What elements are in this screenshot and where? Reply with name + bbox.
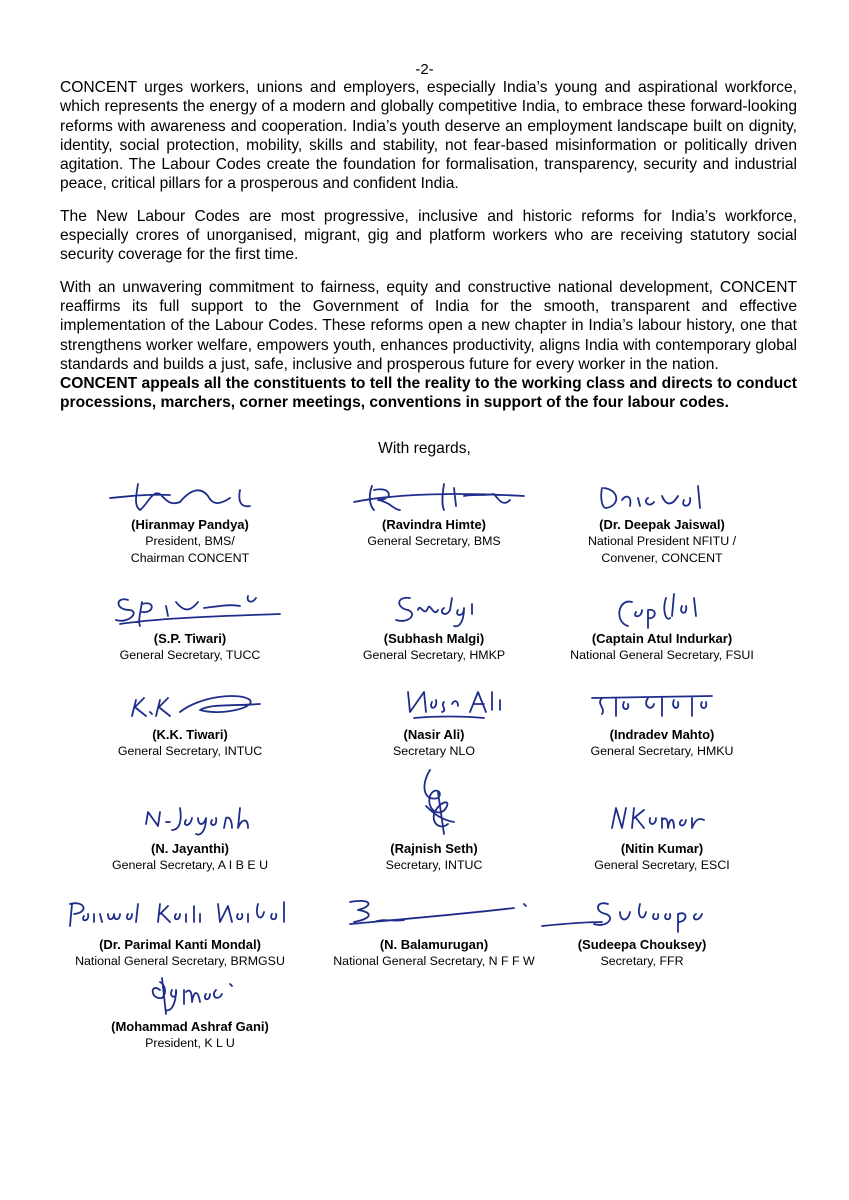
- signature-image: [90, 686, 290, 726]
- signature-image: [90, 970, 290, 1018]
- signature-image: [562, 588, 762, 630]
- signatory-title: Convener, CONCENT: [601, 551, 723, 565]
- signatory-title: National President NFITU /: [587, 534, 737, 548]
- signatory-name: (Rajnish Seth): [390, 841, 478, 856]
- signatory-title: President, BMS/: [145, 534, 235, 548]
- signature-image: [50, 892, 310, 936]
- signature-image: [562, 686, 762, 726]
- signatory-name: (Hiranmay Pandya): [131, 517, 249, 532]
- signatory-name: (Mohammad Ashraf Gani): [111, 1019, 269, 1034]
- signatory-name: (Subhash Malgi): [383, 631, 485, 646]
- signatory-title: President, K L U: [145, 1036, 235, 1050]
- signature-image: [334, 476, 534, 516]
- signatory-name: (K.K. Tiwari): [152, 727, 228, 742]
- signature-image: [532, 892, 752, 936]
- signatory-name: (N. Balamurugan): [379, 937, 489, 952]
- paragraph-2: The New Labour Codes are most progressive, inclusive and historic reforms for India’s workforce, especially crores of unorganised, migrant, gig and platform workers who are receiving statutory social security coverage for the first time.: [60, 207, 797, 264]
- appeal-paragraph: CONCENT appeals all the constituents to tell the reality to the working class and directs to conduct processions, marchers, corner meetings, conventions in support of the four labour codes.: [60, 375, 797, 412]
- signatory-title: National General Secretary, BRMGSU: [75, 954, 285, 968]
- signatory-name: (Dr. Deepak Jaiswal): [599, 517, 725, 532]
- signatory-block: [60, 686, 320, 760]
- signatory-title: General Secretary, BMS: [367, 534, 501, 548]
- signatory-name: (Ravindra Himte): [381, 517, 487, 532]
- signatory-block: [304, 686, 564, 760]
- signature-image: [562, 476, 762, 516]
- signatory-title: General Secretary, ESCI: [594, 858, 730, 872]
- signatory-block: [532, 686, 792, 760]
- signatory-name: (Dr. Parimal Kanti Mondal): [99, 937, 261, 952]
- signatory-block: [532, 588, 792, 664]
- signatory-block: [532, 800, 792, 874]
- signatory-title: Secretary, FFR: [600, 954, 684, 968]
- signatory-title: General Secretary, INTUC: [117, 744, 263, 758]
- signatory-name: (Indradev Mahto): [609, 727, 715, 742]
- signatory-block: [50, 892, 310, 970]
- signatory-title: Chairman CONCENT: [130, 551, 250, 565]
- signatory-block: [60, 476, 320, 567]
- signatory-title: Secretary, INTUC: [385, 858, 483, 872]
- signatory-block: [532, 476, 792, 567]
- signature-image: [90, 800, 290, 840]
- signatory-name: (Nasir Ali): [403, 727, 465, 742]
- signatory-block: [60, 970, 320, 1052]
- signatory-block: [304, 762, 564, 874]
- signatory-name: (S.P. Tiwari): [153, 631, 227, 646]
- paragraph-1: CONCENT urges workers, unions and employers, especially India’s young and aspirational workforce, which represents the energy of a modern and globally competitive India, to embrace these forward-looking reforms with awareness and cooperation. India’s youth deserve an employment landscape built on dignity, identity, social protection, mobility, skills and stability, not fear-based misinformation or politically driven agitation. The Labour Codes create the foundation for formalisation, transparency, security and industrial peace, critical pillars for a prosperous and confident India.: [60, 79, 797, 193]
- signatory-title: General Secretary, HMKP: [362, 648, 506, 662]
- closing-regards: With regards,: [378, 440, 471, 457]
- signatory-title: Secretary NLO: [393, 744, 475, 758]
- page-number: -2-: [415, 61, 434, 78]
- signatory-title: National General Secretary, FSUI: [570, 648, 754, 662]
- signatory-block: [60, 588, 320, 664]
- signatory-name: (Nitin Kumar): [620, 841, 704, 856]
- paragraph-3: With an unwavering commitment to fairness, equity and constructive national development, CONCENT reaffirms its full support to the Government of India for the smooth, transparent and effective implementation of the Labour Codes. These reforms open a new chapter in India’s labour history, one that strengthens worker welfare, empowers youth, enhances productivity, aligns India with contemporary global standards and builds a just, safe, inclusive and prosperous future for every worker in the nation.: [60, 278, 797, 373]
- signature-image: [334, 762, 534, 840]
- signatory-block: [304, 588, 564, 664]
- signatory-block: [304, 476, 564, 550]
- signatory-title: General Secretary, TUCC: [119, 648, 261, 662]
- signatory-title: General Secretary, HMKU: [590, 744, 734, 758]
- signatory-block: [60, 800, 320, 874]
- signatory-name: (N. Jayanthi): [150, 841, 229, 856]
- letter-body: [60, 78, 797, 426]
- signature-image: [334, 588, 534, 630]
- signature-image: [562, 800, 762, 840]
- signatory-block: [512, 892, 772, 970]
- signature-image: [90, 476, 290, 516]
- signatory-name: (Sudeepa Chouksey): [577, 937, 707, 952]
- signature-image: [334, 686, 534, 726]
- signatory-title: National General Secretary, N F F W: [333, 954, 535, 968]
- signature-image: [80, 588, 300, 630]
- signatory-title: General Secretary, A I B E U: [111, 858, 269, 872]
- signatory-name: (Captain Atul Indurkar): [591, 631, 733, 646]
